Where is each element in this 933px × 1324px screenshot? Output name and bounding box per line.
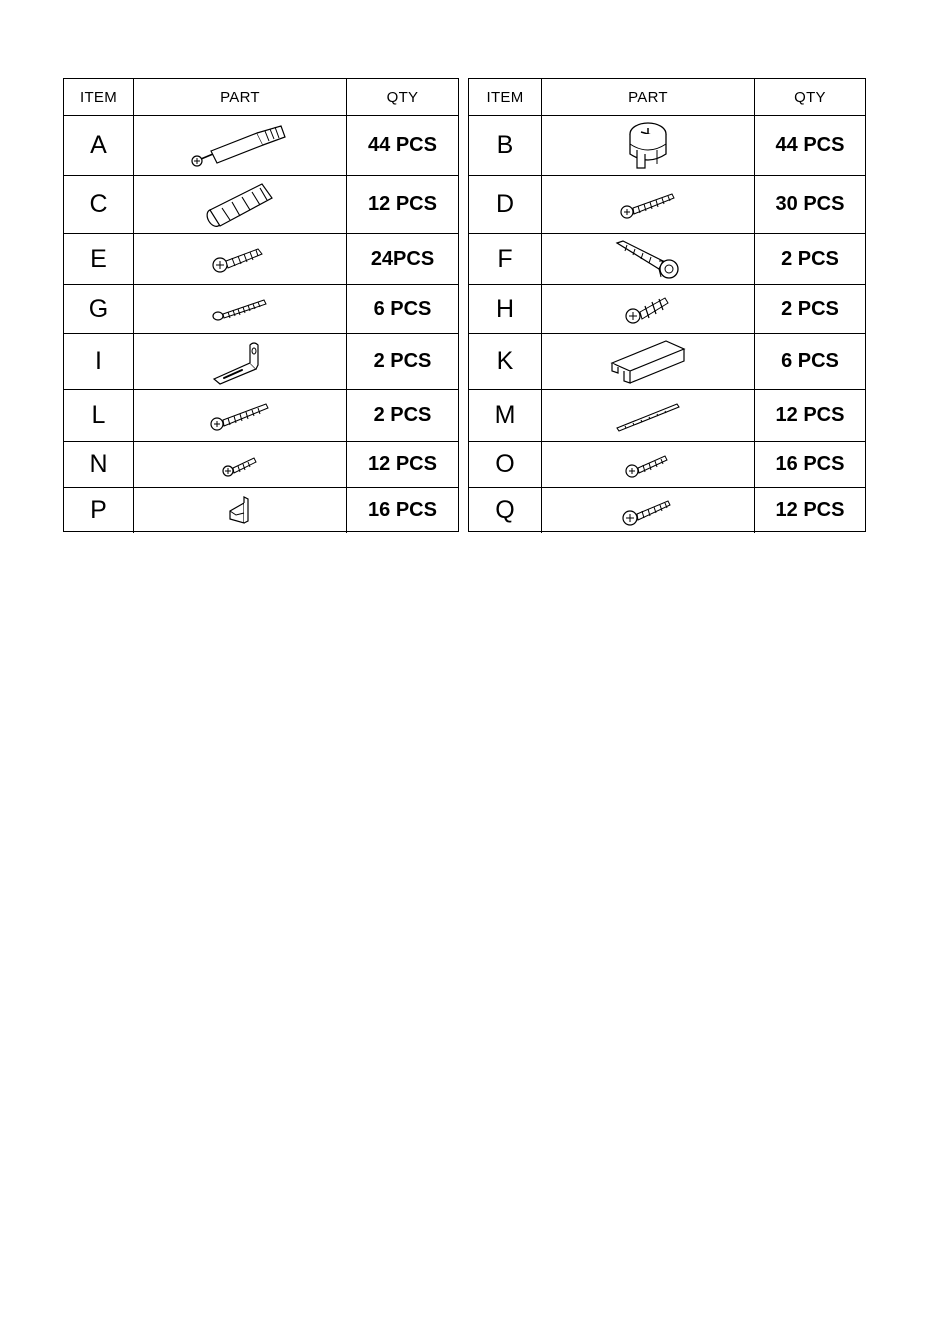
qty-value: 44 PCS — [368, 134, 437, 156]
wide-thread-screw-icon — [623, 290, 673, 328]
table-row — [469, 334, 865, 390]
table-row — [469, 234, 865, 285]
item-letter: E — [64, 234, 134, 284]
qty-value: 2 PCS — [781, 247, 839, 270]
table-row — [64, 390, 458, 442]
l-bracket-icon — [210, 339, 270, 385]
item-letter: N — [64, 442, 134, 487]
qty-value: 12 PCS — [368, 193, 437, 215]
table-row — [469, 442, 865, 488]
screw-icon — [618, 188, 678, 222]
qty-value: 30 PCS — [775, 193, 845, 215]
screw-icon — [620, 494, 676, 528]
table-row — [469, 285, 865, 334]
table-row — [64, 334, 458, 390]
item-letter: O — [469, 442, 542, 487]
item-letter: B — [469, 116, 542, 175]
table-row — [64, 176, 458, 234]
cam-bolt-icon — [185, 121, 295, 171]
wooden-dowel-icon — [200, 180, 280, 230]
item-letter: H — [469, 285, 542, 333]
item-letter: D — [469, 176, 542, 233]
qty-header: QTY — [386, 88, 419, 106]
item-letter: P — [64, 488, 134, 533]
item-header: ITEM — [64, 79, 134, 115]
item-letter: K — [469, 334, 542, 389]
header-row — [469, 79, 865, 116]
u-channel-icon — [608, 337, 688, 387]
part-header: PART — [542, 79, 755, 115]
table-row — [64, 488, 458, 533]
item-letter: L — [64, 390, 134, 441]
wall-anchor-icon — [613, 237, 683, 281]
qty-value: 12 PCS — [775, 404, 845, 426]
qty-value: 12 PCS — [775, 499, 845, 521]
header-row — [64, 79, 458, 116]
hardware-parts-table — [63, 78, 866, 532]
corner-bracket-icon — [222, 493, 258, 529]
qty-value: 2 PCS — [373, 350, 432, 372]
table-row — [469, 488, 865, 533]
item-letter: M — [469, 390, 542, 441]
qty-value: 16 PCS — [368, 499, 437, 521]
qty-value: 2 PCS — [781, 297, 839, 320]
item-header: ITEM — [469, 79, 542, 115]
table-row — [64, 442, 458, 488]
table-row — [64, 285, 458, 334]
long-screw-icon — [210, 294, 270, 324]
qty-value: 2 PCS — [373, 404, 432, 426]
item-letter: I — [64, 334, 134, 389]
small-screw-icon — [220, 451, 260, 479]
cam-lock-icon — [623, 120, 673, 172]
qty-value: 6 PCS — [781, 350, 839, 372]
item-letter: F — [469, 234, 542, 284]
table-row — [469, 176, 865, 234]
item-letter: C — [64, 176, 134, 233]
part-header: PART — [134, 79, 347, 115]
qty-value: 16 PCS — [775, 453, 845, 475]
parts-table-left — [63, 78, 459, 532]
parts-table-right — [468, 78, 866, 532]
qty-value: 24PCS — [370, 247, 435, 270]
table-row — [64, 234, 458, 285]
table-row — [469, 390, 865, 442]
qty-value: 6 PCS — [373, 297, 432, 320]
thin-rod-icon — [613, 398, 683, 434]
item-letter: Q — [469, 488, 542, 533]
table-row — [469, 116, 865, 176]
qty-value: 12 PCS — [368, 453, 437, 475]
qty-value: 44 PCS — [775, 134, 845, 156]
item-letter: A — [64, 116, 134, 175]
long-screw-icon — [208, 399, 272, 433]
table-row — [64, 116, 458, 176]
qty-header: QTY — [794, 88, 826, 106]
item-letter: G — [64, 285, 134, 333]
short-screw-icon — [623, 449, 673, 481]
short-screw-icon — [210, 241, 270, 277]
